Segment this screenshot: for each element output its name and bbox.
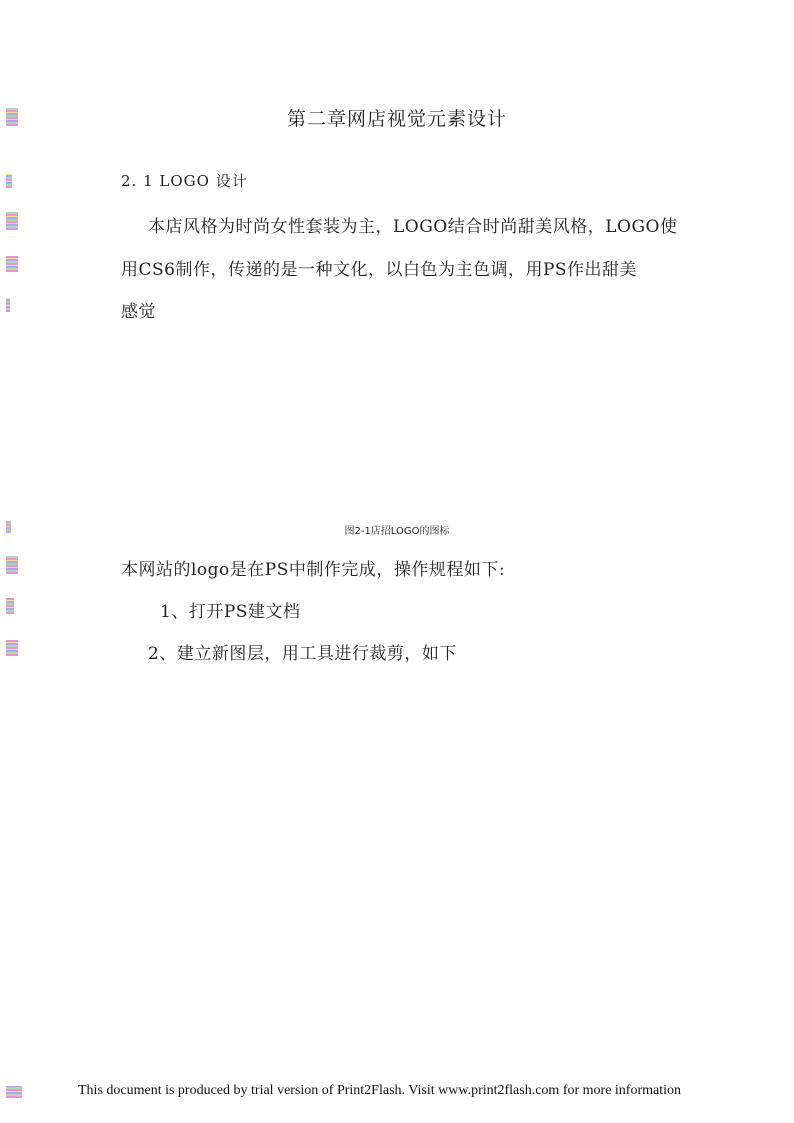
- paragraph-line: 用CS6制作，传递的是一种文化，以白色为主色调，用PS作出甜美: [121, 260, 638, 280]
- intro-text: 本网站的logo是在PS中制作完成，操作规程如下:: [121, 560, 506, 580]
- margin-artifact: [6, 212, 18, 230]
- margin-artifact: [6, 256, 18, 272]
- trial-footer: This document is produced by trial version of Print2Flash. Visit www.print2flash.com for more information: [78, 1083, 682, 1098]
- step-item: 2、建立新图层，用工具进行裁剪，如下: [148, 644, 457, 664]
- paragraph-line: 感觉: [121, 302, 156, 322]
- margin-artifact: [6, 598, 14, 614]
- chapter-title: 第二章网店视觉元素设计: [286, 108, 507, 130]
- section-heading: 2. 1 LOGO 设计: [121, 172, 248, 190]
- margin-artifact: [6, 174, 12, 188]
- paragraph-line: 本店风格为时尚女性套装为主，LOGO结合时尚甜美风格，LOGO使: [148, 217, 678, 237]
- margin-artifact: [6, 556, 18, 574]
- margin-artifact: [6, 640, 18, 656]
- margin-artifact: [6, 1086, 22, 1098]
- step-item: 1、打开PS建文档: [160, 602, 301, 622]
- margin-artifact: [6, 298, 10, 312]
- figure-caption: 图2-1店招LOGO的图标: [344, 526, 450, 537]
